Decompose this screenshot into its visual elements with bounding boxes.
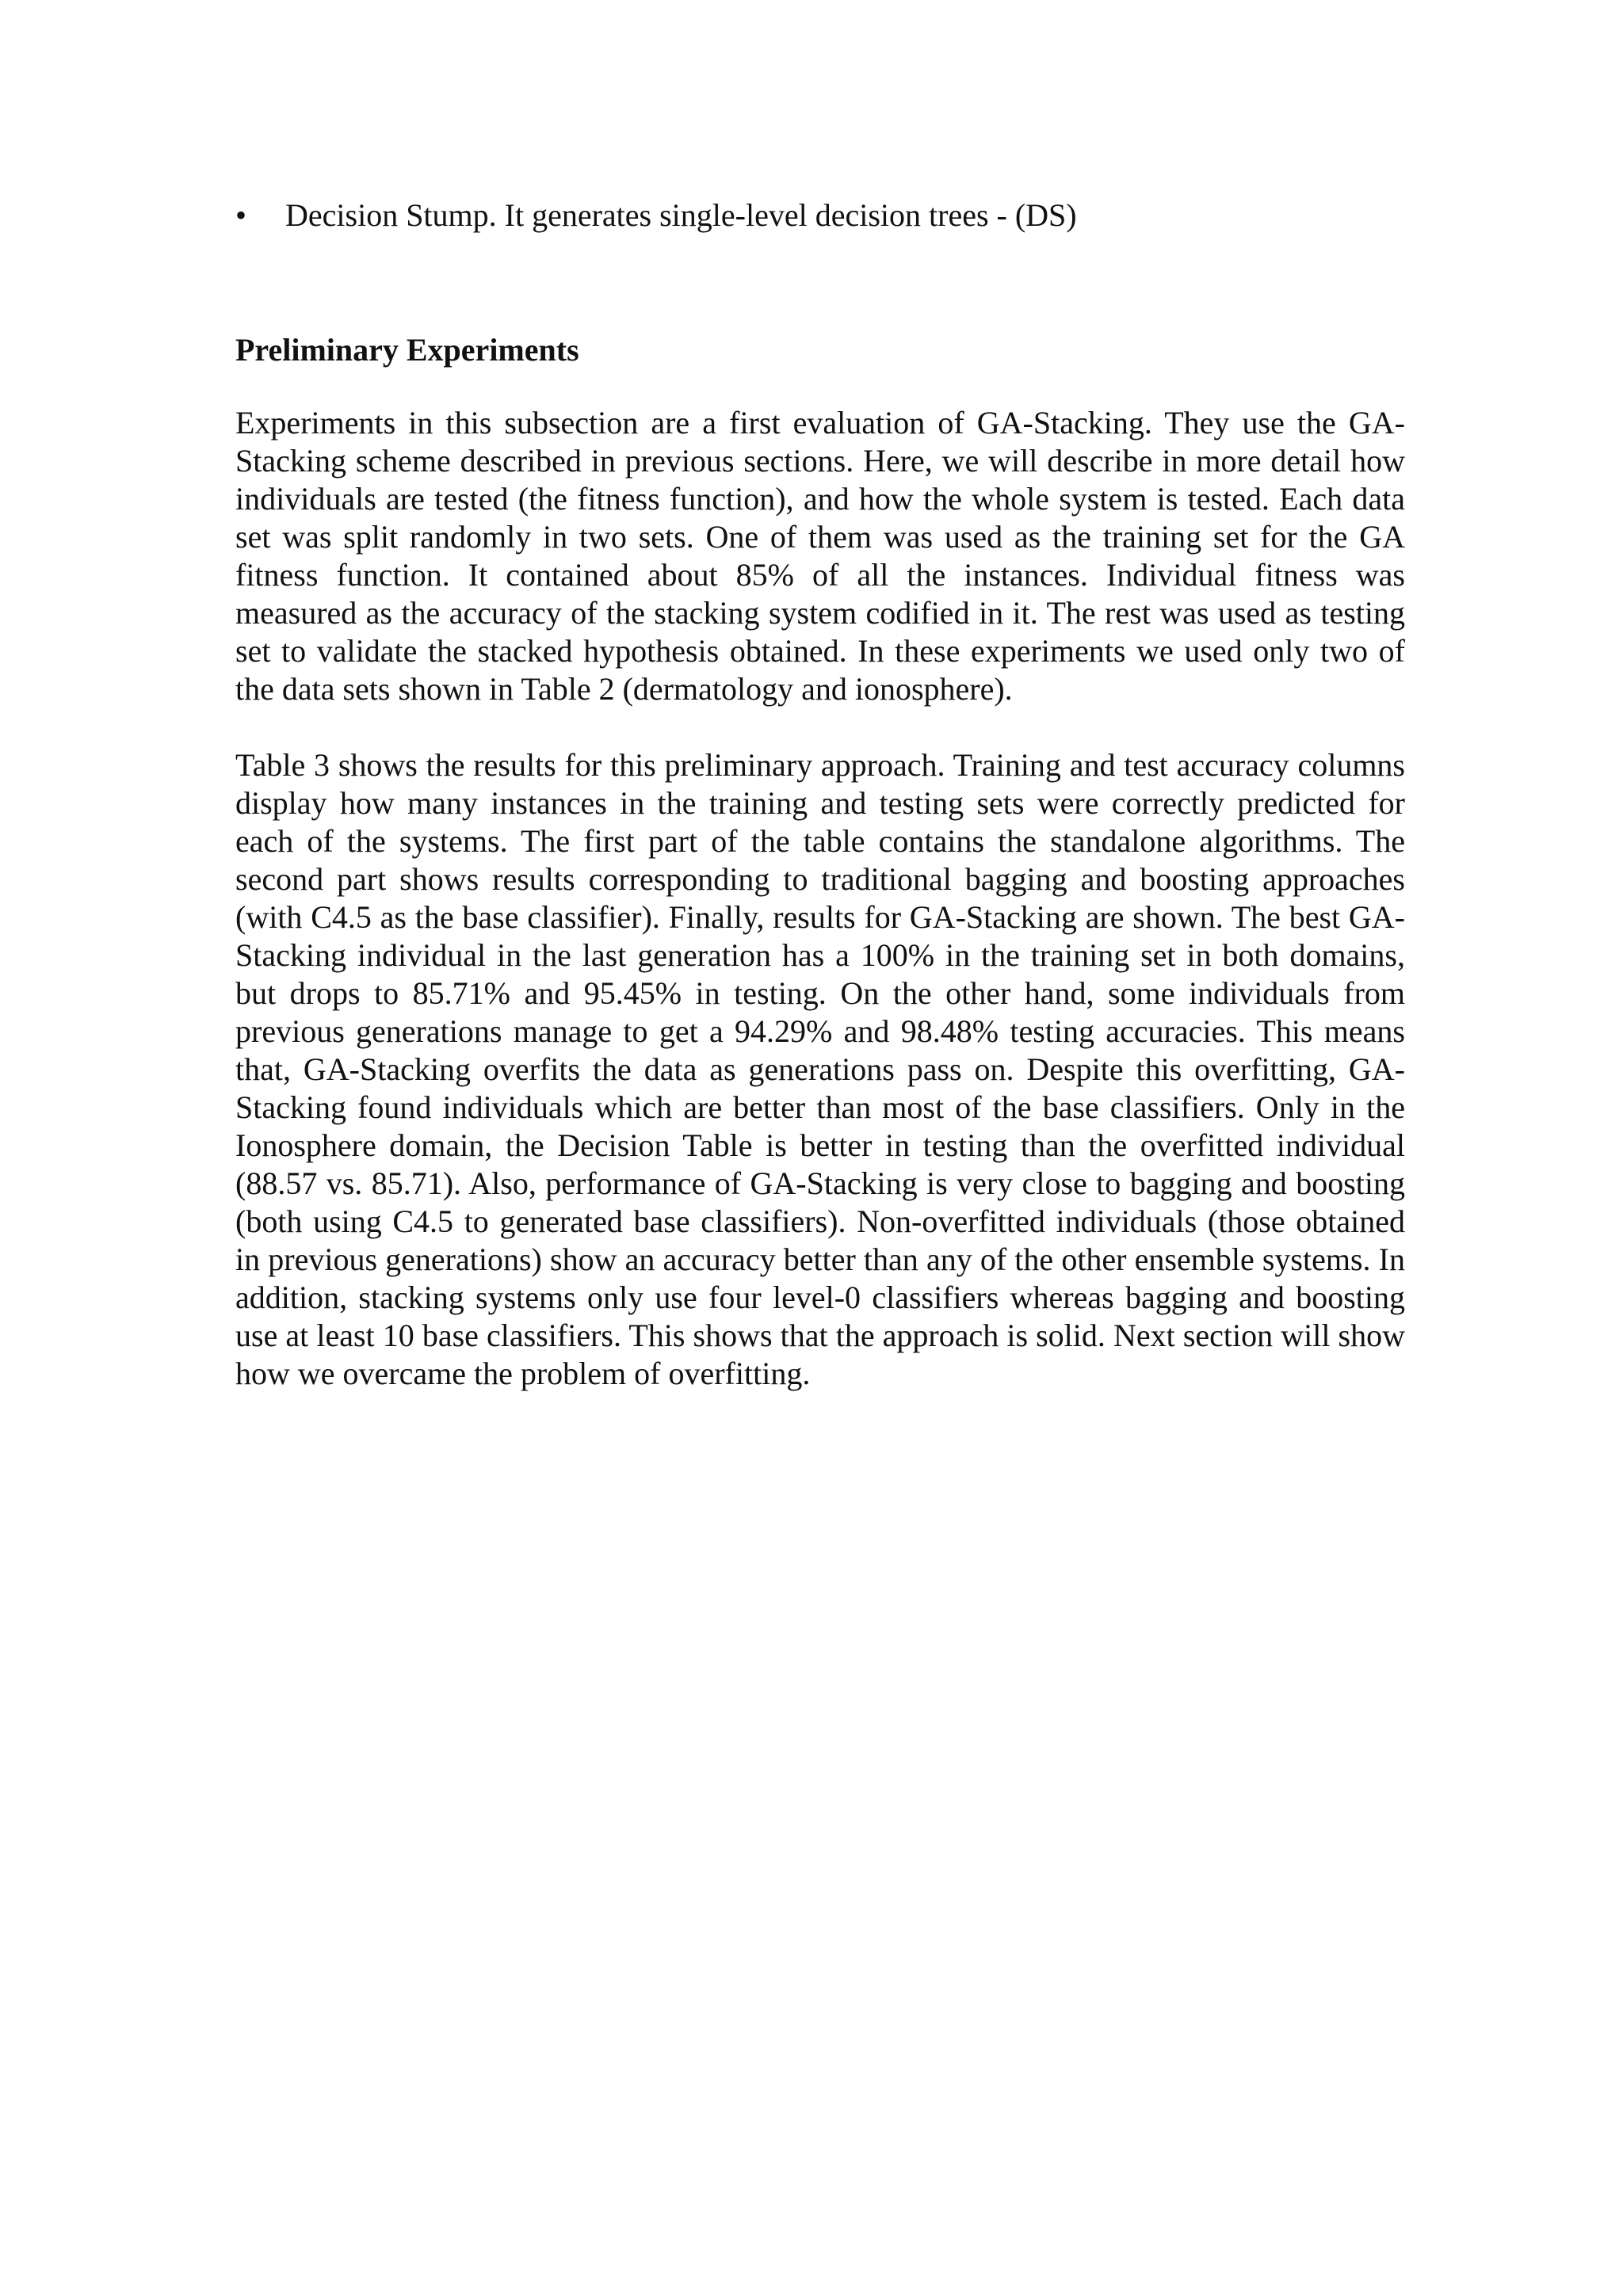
paragraph-experiments-setup: Experiments in this subsection are a first evaluation of GA-Stacking. They use the GA-Stacking scheme described in previous sections. Here, we will describe in more detail how individuals are tested (the fitness function), and how the whole system is tested. Each data set was split randomly in two sets. One of them was used as the training set for the GA fitness function. It contained about 85% of all the instances. Individual fitness was measured as the accuracy of the stacking system codified in it. The rest was used as testing set to validate the stacked hypothesis obtained. In these experiments we used only two of the data sets shown in Table 2 (dermatology and ionosphere). (235, 405, 1405, 707)
bullet-icon: • (235, 197, 247, 233)
section-heading: Preliminary Experiments (235, 332, 579, 368)
page-content (235, 196, 1405, 1393)
bullet-list-item (235, 196, 1405, 235)
bullet-item-text: Decision Stump. It generates single-level decision trees - (DS) (285, 197, 1077, 233)
paragraph-table3-results: Table 3 shows the results for this preliminary approach. Training and test accuracy columns display how many instances in the training and testing sets were correctly predicted for each of the systems. The first part of the table contains the standalone algorithms. The second part shows results corresponding to traditional bagging and boosting approaches (with C4.5 as the base classifier). Finally, results for GA-Stacking are shown. The best GA-Stacking individual in the last generation has a 100% in the training set in both domains, but drops to 85.71% and 95.45% in testing. On the other hand, some individuals from previous generations manage to get a 94.29% and 98.48% testing accuracies. This means that, GA-Stacking overfits the data as generations pass on. Despite this overfitting, GA-Stacking found individuals which are better than most of the base classifiers. Only in the Ionosphere domain, the Decision Table is better in testing than the overfitted individual (88.57 vs. 85.71). Also, performance of GA-Stacking is very close to bagging and boosting (both using C4.5 to generated base classifiers). Non-overfitted individuals (those obtained in previous generations) show an accuracy better than any of the other ensemble systems. In addition, stacking systems only use four level-0 classifiers whereas bagging and boosting use at least 10 base classifiers. This shows that the approach is solid. Next section will show how we overcame the problem of overfitting. (235, 747, 1405, 1391)
